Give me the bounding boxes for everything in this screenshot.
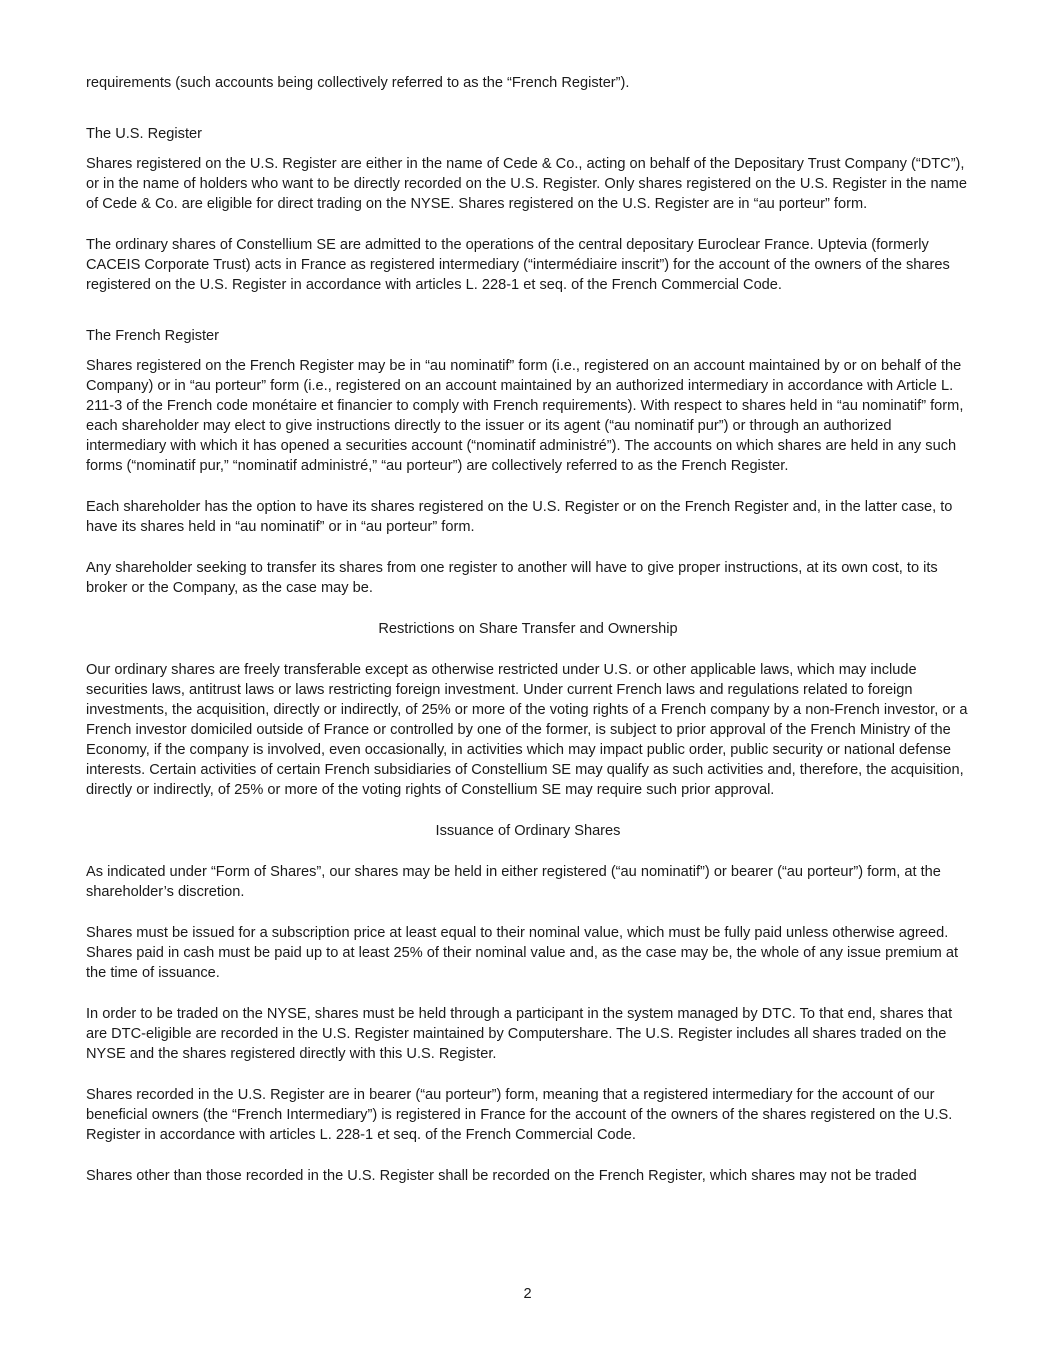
section-heading-restrictions: Restrictions on Share Transfer and Ownership [378,621,678,637]
paragraph-other-shares: Shares other than those recorded in the U.S. Register shall be recorded on the French Register, which shares may not be traded [86,1168,917,1184]
paragraph-euroclear: The ordinary shares of Constellium SE are admitted to the operations of the central depositary Euroclear France. Uptevia (formerly CACEIS Corporate Trust) acts in France as registered intermediary (“intermédiaire inscrit”) for the account of the owners of the shares registered on the U.S. Register in accordance with articles L. 228-1 et seq. of the French Commercial Code. [86,237,950,293]
section-heading-us-register: The U.S. Register [86,126,202,142]
paragraph-register-option: Each shareholder has the option to have its shares registered on the U.S. Register or on the French Register and, in the latter case, to have its shares held in “au nominatif” or in “au porteur” form. [86,499,953,535]
paragraph-french-register-forms: Shares registered on the French Register may be in “au nominatif” form (i.e., registered on an account maintained by or on behalf of the Company) or in “au porteur” form (i.e., registered on an account maintained by an authorized intermediary in accordance with Article L. 211-3 of the French code monétaire et financier to comply with French requirements). With respect to shares held in “au nominatif” form, each shareholder may elect to give instructions directly to the issuer or its agent (“au nominatif pur”) or through an authorized intermediary with which it has opened a securities account (“nominatif administré”). The accounts on which shares are held in any such forms (“nominatif pur,” “nominatif administré,” “au porteur”) are collectively referred to as the French Register. [86,358,964,474]
paragraph-restrictions: Our ordinary shares are freely transferable except as otherwise restricted under U.S. or other applicable laws, which may include securities laws, antitrust laws or laws restricting foreign investment. Under current French laws and regulations related to foreign investments, the acquisition, directly or indirectly, of 25% or more of the voting rights of a French company by a non-French investor, or a French investor domiciled outside of France or controlled by one of the former, is subject to prior approval of the French Ministry of the Economy, if the company is involved, even occasionally, in activities which may impact public order, public security or national defense interests. Certain activities of certain French subsidiaries of Constellium SE may qualify as such activities and, therefore, the acquisition, directly or indirectly, of 25% or more of the voting rights of Constellium SE may require such prior approval. [86,662,968,798]
document-page [86,73,970,1186]
section-heading-french-register: The French Register [86,328,220,344]
paragraph-subscription-price: Shares must be issued for a subscription price at least equal to their nominal value, which must be fully paid unless otherwise agreed. Shares paid in cash must be paid up to at least 25% of their nominal value and, as the case may be, the whole of any issue premium at the time of issuance. [86,925,959,981]
paragraph-register-transfer: Any shareholder seeking to transfer its shares from one register to another will have to give proper instructions, at its own cost, to its broker or the Company, as the case may be. [86,560,938,596]
continuation-paragraph: requirements (such accounts being collectively referred to as the “French Register”). [86,75,630,91]
page-number: 2 [523,1286,532,1302]
paragraph-us-register-holders: Shares registered on the U.S. Register are either in the name of Cede & Co., acting on behalf of the Depositary Trust Company (“DTC”), or in the name of holders who want to be directly recorded on the U.S. Register. Only shares registered on the U.S. Register in the name of Cede & Co. are eligible for direct trading on the NYSE. Shares registered on the U.S. Register are in “au porteur” form. [86,156,967,212]
section-heading-issuance: Issuance of Ordinary Shares [435,823,621,839]
paragraph-nyse-trading: In order to be traded on the NYSE, shares must be held through a participant in the system managed by DTC. To that end, shares that are DTC-eligible are recorded in the U.S. Register maintained by Computershare. The U.S. Register includes all shares traded on the NYSE and the shares registered directly with this U.S. Register. [86,1006,953,1062]
paragraph-bearer-form: Shares recorded in the U.S. Register are in bearer (“au porteur”) form, meaning that a registered intermediary for the account of our beneficial owners (the “French Intermediary”) is registered in France for the account of the owners of the shares registered on the U.S. Register in accordance with articles L. 228-1 et seq. of the French Commercial Code. [86,1087,953,1143]
paragraph-form-of-shares: As indicated under “Form of Shares”, our shares may be held in either registered (“au nominatif”) or bearer (“au porteur”) form, at the shareholder’s discretion. [86,864,941,900]
